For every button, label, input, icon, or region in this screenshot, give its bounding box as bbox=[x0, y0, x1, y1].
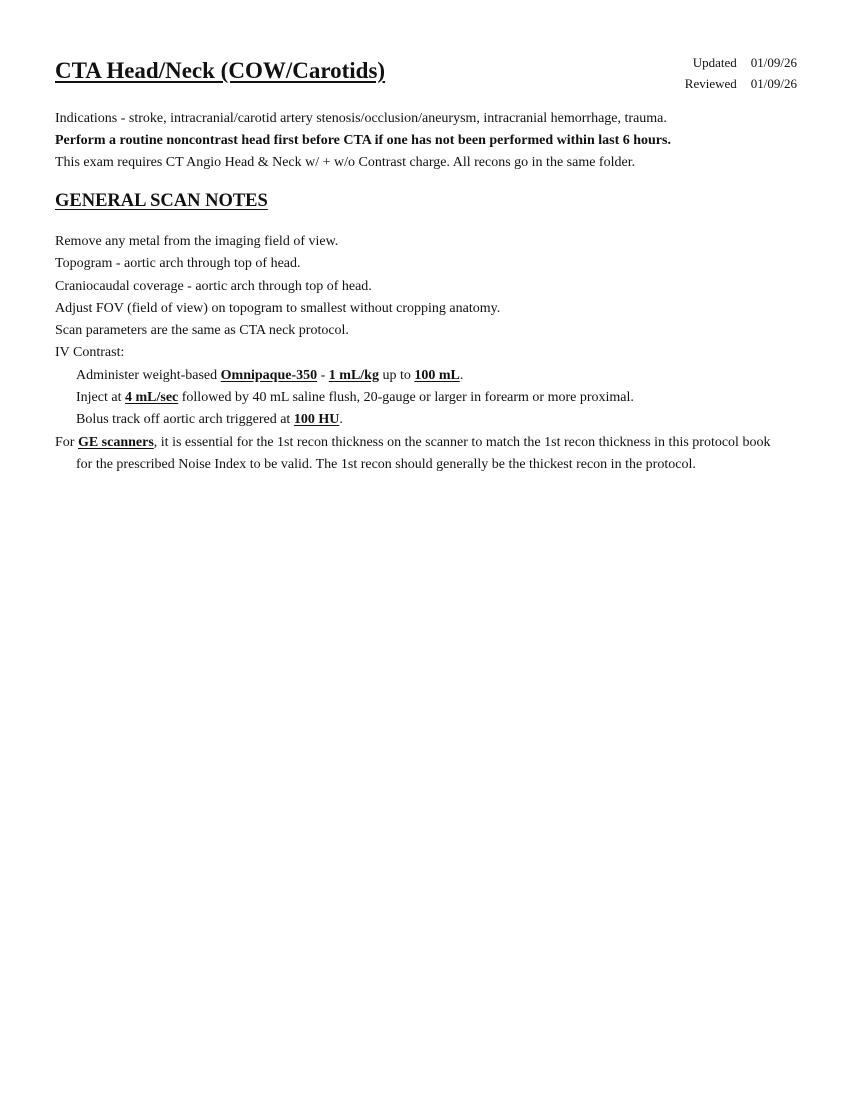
reviewed-label: Reviewed bbox=[684, 76, 737, 91]
reviewed-row bbox=[685, 73, 797, 94]
note-topogram: Topogram - aortic arch through top of head. bbox=[55, 256, 301, 272]
general-scan-notes-heading: GENERAL SCAN NOTES bbox=[55, 191, 268, 211]
note-parameters: Scan parameters are the same as CTA neck protocol. bbox=[55, 323, 349, 339]
noncontrast-note: Perform a routine noncontrast head first before CTA if one has not been performed within last 6 hours. bbox=[55, 133, 671, 148]
administer-prefix: Administer weight-based bbox=[76, 367, 221, 383]
note-ge-scanners bbox=[55, 432, 785, 477]
ge-prefix: For bbox=[55, 434, 78, 450]
page-title: CTA Head/Neck (COW/Carotids) bbox=[55, 58, 386, 83]
updated-label: Updated bbox=[692, 55, 737, 70]
charge-note: This exam requires CT Angio Head & Neck w/ + w/o Contrast charge. All recons go in the same folder. bbox=[55, 155, 636, 170]
inject-suffix: followed by 40 mL saline flush, 20-gauge or larger in forearm or more proximal. bbox=[178, 390, 634, 406]
note-fov: Adjust FOV (field of view) on topogram to smallest without cropping anatomy. bbox=[55, 300, 501, 316]
note-bolus-tracking bbox=[55, 409, 785, 431]
injection-rate: 4 mL/sec bbox=[124, 390, 179, 406]
reviewed-date: 01/09/26 bbox=[750, 76, 797, 91]
updated-date: 01/09/26 bbox=[750, 55, 797, 70]
administer-mid: up to bbox=[378, 367, 415, 383]
contrast-dose: 1 mL/kg bbox=[328, 367, 379, 383]
note-injection-rate bbox=[55, 387, 785, 409]
bolus-threshold: 100 HU bbox=[293, 412, 340, 428]
ge-suffix: , it is essential for the 1st recon thickness on the scanner to match the 1st recon thickness in this protocol book for the prescribed Noise Index to be valid. The 1st recon should generally be the thickest recon in the protocol. bbox=[76, 434, 771, 472]
ge-scanners-term: GE scanners bbox=[77, 434, 154, 450]
contrast-agent: Omnipaque-350 bbox=[220, 367, 318, 383]
note-coverage: Craniocaudal coverage - aortic arch through top of head. bbox=[55, 278, 372, 294]
general-scan-notes-list bbox=[55, 231, 785, 476]
iv-contrast-label: IV Contrast: bbox=[55, 345, 125, 361]
administer-suffix: . bbox=[459, 367, 464, 383]
bolus-suffix: . bbox=[339, 412, 343, 428]
intro-section bbox=[55, 108, 815, 174]
inject-prefix: Inject at bbox=[76, 390, 125, 406]
note-remove-metal: Remove any metal from the imaging field of view. bbox=[55, 234, 339, 249]
bolus-prefix: Bolus track off aortic arch triggered at bbox=[76, 412, 294, 428]
revision-info bbox=[685, 52, 797, 94]
note-administer-contrast bbox=[55, 365, 785, 387]
administer-sep: - bbox=[317, 367, 329, 383]
updated-row bbox=[685, 52, 797, 73]
indications-text: Indications - stroke, intracranial/carotid artery stenosis/occlusion/aneurysm, intracranial hemorrhage, trauma. bbox=[55, 111, 667, 126]
contrast-max-volume: 100 mL bbox=[414, 367, 460, 383]
